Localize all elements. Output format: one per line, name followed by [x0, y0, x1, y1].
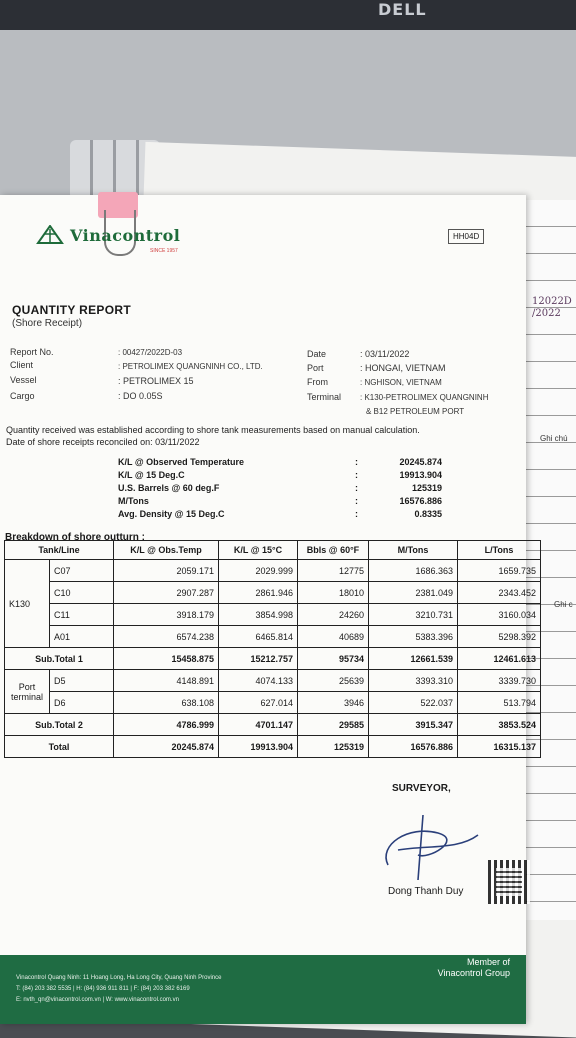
- cell: 3946: [298, 692, 369, 714]
- footer-band: [0, 955, 526, 1024]
- summary-label-mt: M/Tons: [118, 496, 149, 506]
- report-no-value: : 00427/2022D-03: [118, 348, 183, 357]
- tank-cell: A01: [50, 626, 114, 648]
- cell: 25639: [298, 670, 369, 692]
- summary-value-kl15: 19913.904: [399, 470, 442, 480]
- summary-label-kl15: K/L @ 15 Deg.C: [118, 470, 185, 480]
- report-no-label: Report No.: [10, 347, 54, 357]
- logo-since: SINCE 1957: [150, 248, 178, 254]
- cell: 40689: [298, 626, 369, 648]
- summary-label-bbls: U.S. Barrels @ 60 deg.F: [118, 483, 220, 493]
- cargo-label: Cargo: [10, 391, 35, 401]
- handwritten-note: [532, 296, 572, 320]
- footer-email: E: nvth_qn@vinacontrol.com.vn | W: www.vinacontrol.com.vn: [16, 997, 179, 1003]
- subtotal-row: [5, 714, 541, 736]
- col-header-bbls: Bbls @ 60°F: [298, 541, 369, 560]
- cell: 3854.998: [219, 604, 298, 626]
- surveyor-name: Dong Thanh Duy: [388, 886, 464, 897]
- summary-sep: :: [355, 470, 358, 480]
- group-label-port: Port terminal: [5, 670, 50, 714]
- port-value: : HONGAI, VIETNAM: [360, 363, 446, 373]
- note-line-2: Date of shore receipts reconciled on: 03/11/2022: [6, 437, 200, 447]
- cargo-value: : DO 0.05S: [118, 391, 163, 401]
- col-header-kl-obs: K/L @ Obs.Temp: [114, 541, 219, 560]
- terminal-label: Terminal: [307, 392, 342, 402]
- cell: 16315.137: [458, 736, 541, 758]
- terminal-value: : K130-PETROLIMEX QUANGNINH: [360, 393, 489, 402]
- cell: 2343.452: [458, 582, 541, 604]
- cell: 627.014: [219, 692, 298, 714]
- vessel-value: : PETROLIMEX 15: [118, 376, 194, 386]
- cell: 18010: [298, 582, 369, 604]
- company-logo: [36, 225, 180, 245]
- summary-value-mt: 16576.886: [399, 496, 442, 506]
- cell: 15212.757: [219, 648, 298, 670]
- total-label: Total: [5, 736, 114, 758]
- summary-value-bbls: 125319: [411, 483, 442, 493]
- summary-value-density: 0.8335: [414, 509, 442, 519]
- cell: 522.037: [369, 692, 458, 714]
- footer-member-of: Member of: [466, 957, 510, 967]
- tank-cell: C11: [50, 604, 114, 626]
- outturn-table: [4, 540, 541, 758]
- summary-sep: :: [355, 509, 358, 519]
- handwritten-line-1: 12022D: [532, 296, 572, 307]
- subtotal-label: Sub.Total 2: [5, 714, 114, 736]
- cell: 16576.886: [369, 736, 458, 758]
- cell: 4701.147: [219, 714, 298, 736]
- cell: 3339.730: [458, 670, 541, 692]
- table-row: [5, 692, 541, 714]
- from-label: From: [307, 377, 328, 387]
- scales-logo-icon: [36, 225, 64, 245]
- port-label: Port: [307, 363, 324, 373]
- cell: 29585: [298, 714, 369, 736]
- cell: 513.794: [458, 692, 541, 714]
- cell: 24260: [298, 604, 369, 626]
- col-header-mt: M/Tons: [369, 541, 458, 560]
- side-note-2: Ghi c: [554, 600, 573, 609]
- from-value: : NGHISON, VIETNAM: [360, 378, 442, 387]
- table-row: [5, 560, 541, 582]
- note-line-1: Quantity received was established according to shore tank measurements based on manual calculation.: [6, 425, 420, 435]
- table-header-row: [5, 541, 541, 560]
- tank-cell: D6: [50, 692, 114, 714]
- table-row: [5, 670, 541, 692]
- signature-mark: [368, 805, 488, 885]
- cell: 2861.946: [219, 582, 298, 604]
- date-label: Date: [307, 349, 327, 359]
- summary-sep: :: [355, 483, 358, 493]
- cell: 4074.133: [219, 670, 298, 692]
- report-title: QUANTITY REPORT: [12, 303, 131, 317]
- total-row: [5, 736, 541, 758]
- summary-label-kl-obs: K/L @ Observed Temperature: [118, 457, 244, 467]
- subtotal-row: [5, 648, 541, 670]
- cell: 638.108: [114, 692, 219, 714]
- cell: 12661.539: [369, 648, 458, 670]
- client-label: Client: [10, 360, 34, 370]
- table-row: [5, 626, 541, 648]
- cell: 12461.613: [458, 648, 541, 670]
- summary-sep: :: [355, 457, 358, 467]
- vessel-label: Vessel: [10, 375, 37, 385]
- cell: 12775: [298, 560, 369, 582]
- table-row: [5, 582, 541, 604]
- footer-group: Vinacontrol Group: [437, 968, 510, 978]
- cell: 20245.874: [114, 736, 219, 758]
- cell: 6465.814: [219, 626, 298, 648]
- side-note-1: Ghi chú: [540, 434, 568, 443]
- subtotal-label: Sub.Total 1: [5, 648, 114, 670]
- cell: 3915.347: [369, 714, 458, 736]
- handwritten-line-2: /2022: [532, 308, 561, 319]
- cell: 2907.287: [114, 582, 219, 604]
- form-code: HH04D: [448, 229, 484, 244]
- laptop-brand-logo: DELL: [378, 0, 427, 19]
- cell: 3160.034: [458, 604, 541, 626]
- tank-cell: D5: [50, 670, 114, 692]
- table-row: [5, 604, 541, 626]
- tank-cell: C07: [50, 560, 114, 582]
- summary-label-density: Avg. Density @ 15 Deg.C: [118, 509, 225, 519]
- cell: 3393.310: [369, 670, 458, 692]
- cell: 6574.238: [114, 626, 219, 648]
- summary-value-kl-obs: 20245.874: [399, 457, 442, 467]
- date-value: : 03/11/2022: [360, 349, 410, 359]
- col-header-lt: L/Tons: [458, 541, 541, 560]
- col-header-kl15: K/L @ 15°C: [219, 541, 298, 560]
- cell: 5298.392: [458, 626, 541, 648]
- cell: 19913.904: [219, 736, 298, 758]
- cell: 2029.999: [219, 560, 298, 582]
- group-label-k130: K130: [5, 560, 50, 648]
- cell: 5383.396: [369, 626, 458, 648]
- summary-sep: :: [355, 496, 358, 506]
- cell: 2059.171: [114, 560, 219, 582]
- surveyor-title: SURVEYOR,: [392, 783, 451, 794]
- qr-code-icon: [488, 860, 530, 904]
- cell: 2381.049: [369, 582, 458, 604]
- breakdown-title: Breakdown of shore outturn :: [5, 532, 145, 543]
- cell: 15458.875: [114, 648, 219, 670]
- cell: 95734: [298, 648, 369, 670]
- footer-phone: T: (84) 203 382 5535 | H: (84) 936 911 811 | F: (84) 203 382 6169: [16, 986, 190, 992]
- cell: 1686.363: [369, 560, 458, 582]
- cell: 3918.179: [114, 604, 219, 626]
- tank-cell: C10: [50, 582, 114, 604]
- footer-address: Vinacontrol Quang Ninh: 11 Hoang Long, Ha Long City, Quang Ninh Province: [16, 975, 222, 981]
- cell: 1659.735: [458, 560, 541, 582]
- cell: 3853.524: [458, 714, 541, 736]
- cell: 4786.999: [114, 714, 219, 736]
- cell: 125319: [298, 736, 369, 758]
- cell: 4148.891: [114, 670, 219, 692]
- logo-text: Vinacontrol: [70, 225, 181, 245]
- client-value: : PETROLIMEX QUANGNINH CO., LTD.: [118, 362, 263, 371]
- cell: 3210.731: [369, 604, 458, 626]
- report-subtitle: (Shore Receipt): [12, 318, 83, 329]
- terminal-value-2: & B12 PETROLEUM PORT: [366, 407, 465, 416]
- col-header-tank: Tank/Line: [5, 541, 114, 560]
